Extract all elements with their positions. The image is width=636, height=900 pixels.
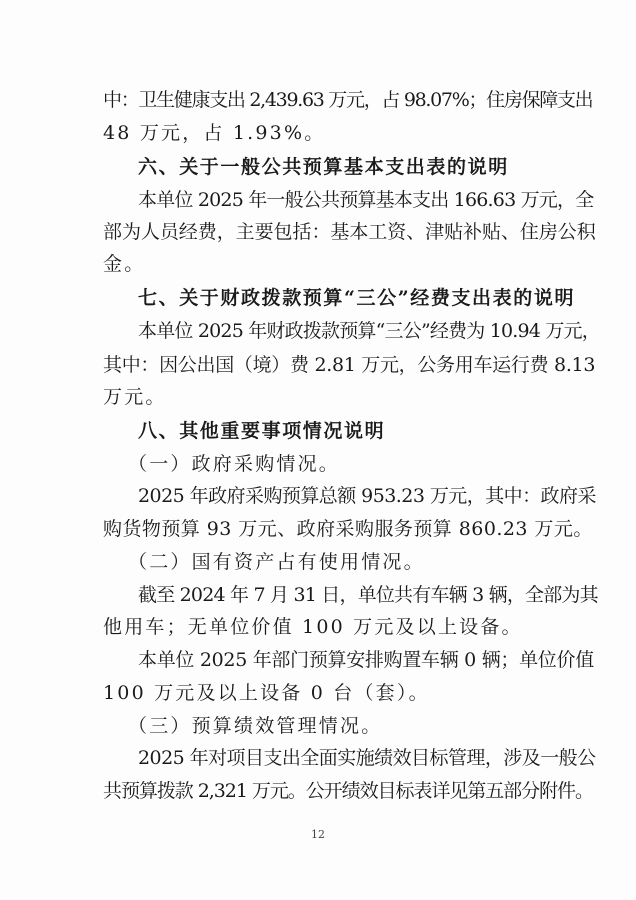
section-heading-6: 六、关于一般公共预算基本支出表的说明	[138, 156, 509, 178]
body-line-3: 本单位 2025 年一般公共预算基本支出 166.63 万元，全	[138, 189, 594, 211]
body-line-6: 本单位 2025 年财政拨款预算“三公”经费为 10.94 万元，	[138, 320, 600, 342]
page-number: 12	[311, 828, 325, 841]
body-line-5: 金。	[103, 253, 146, 275]
body-line-4: 部为人员经费，主要包括：基本工资、津贴补贴、住房公积	[103, 221, 596, 243]
body-line-1: 中：卫生健康支出 2,439.63 万元，占 98.07%；住房保障支出	[103, 89, 593, 111]
body-line-10: 购货物预算 93 万元、政府采购服务预算 860.23 万元。	[103, 518, 593, 540]
body-line-9: 2025 年政府采购预算总额 953.23 万元，其中：政府采	[138, 485, 596, 507]
body-line-13: 本单位 2025 年部门预算安排购置车辆 0 辆；单位价值	[138, 649, 594, 671]
body-line-16: 共预算拨款 2,321 万元。公开绩效目标表详见第五部分附件。	[103, 780, 593, 802]
section-heading-7: 七、关于财政拨款预算“三公”经费支出表的说明	[138, 287, 576, 309]
body-line-2: 48 万元，占 1.93%。	[103, 122, 326, 144]
section-heading-8: 八、其他重要事项情况说明	[138, 420, 386, 442]
body-line-14: 100 万元及以上设备 0 台（套）。	[103, 682, 430, 704]
subsection-3: （三）预算绩效管理情况。	[128, 715, 383, 737]
body-line-15: 2025 年对项目支出全面实施绩效目标管理，涉及一般公	[138, 747, 596, 769]
body-line-12: 他用车；无单位价值 100 万元及以上设备。	[103, 616, 523, 638]
body-line-11: 截至 2024 年 7 月 31 日，单位共有车辆 3 辆，全部为其	[138, 584, 598, 606]
body-line-8: 万元。	[103, 386, 167, 408]
subsection-1: （一）政府采购情况。	[128, 453, 341, 475]
subsection-2: （二）国有资产占有使用情况。	[128, 551, 425, 573]
body-line-7: 其中：因公出国（境）费 2.81 万元，公务用车运行费 8.13	[103, 354, 596, 376]
